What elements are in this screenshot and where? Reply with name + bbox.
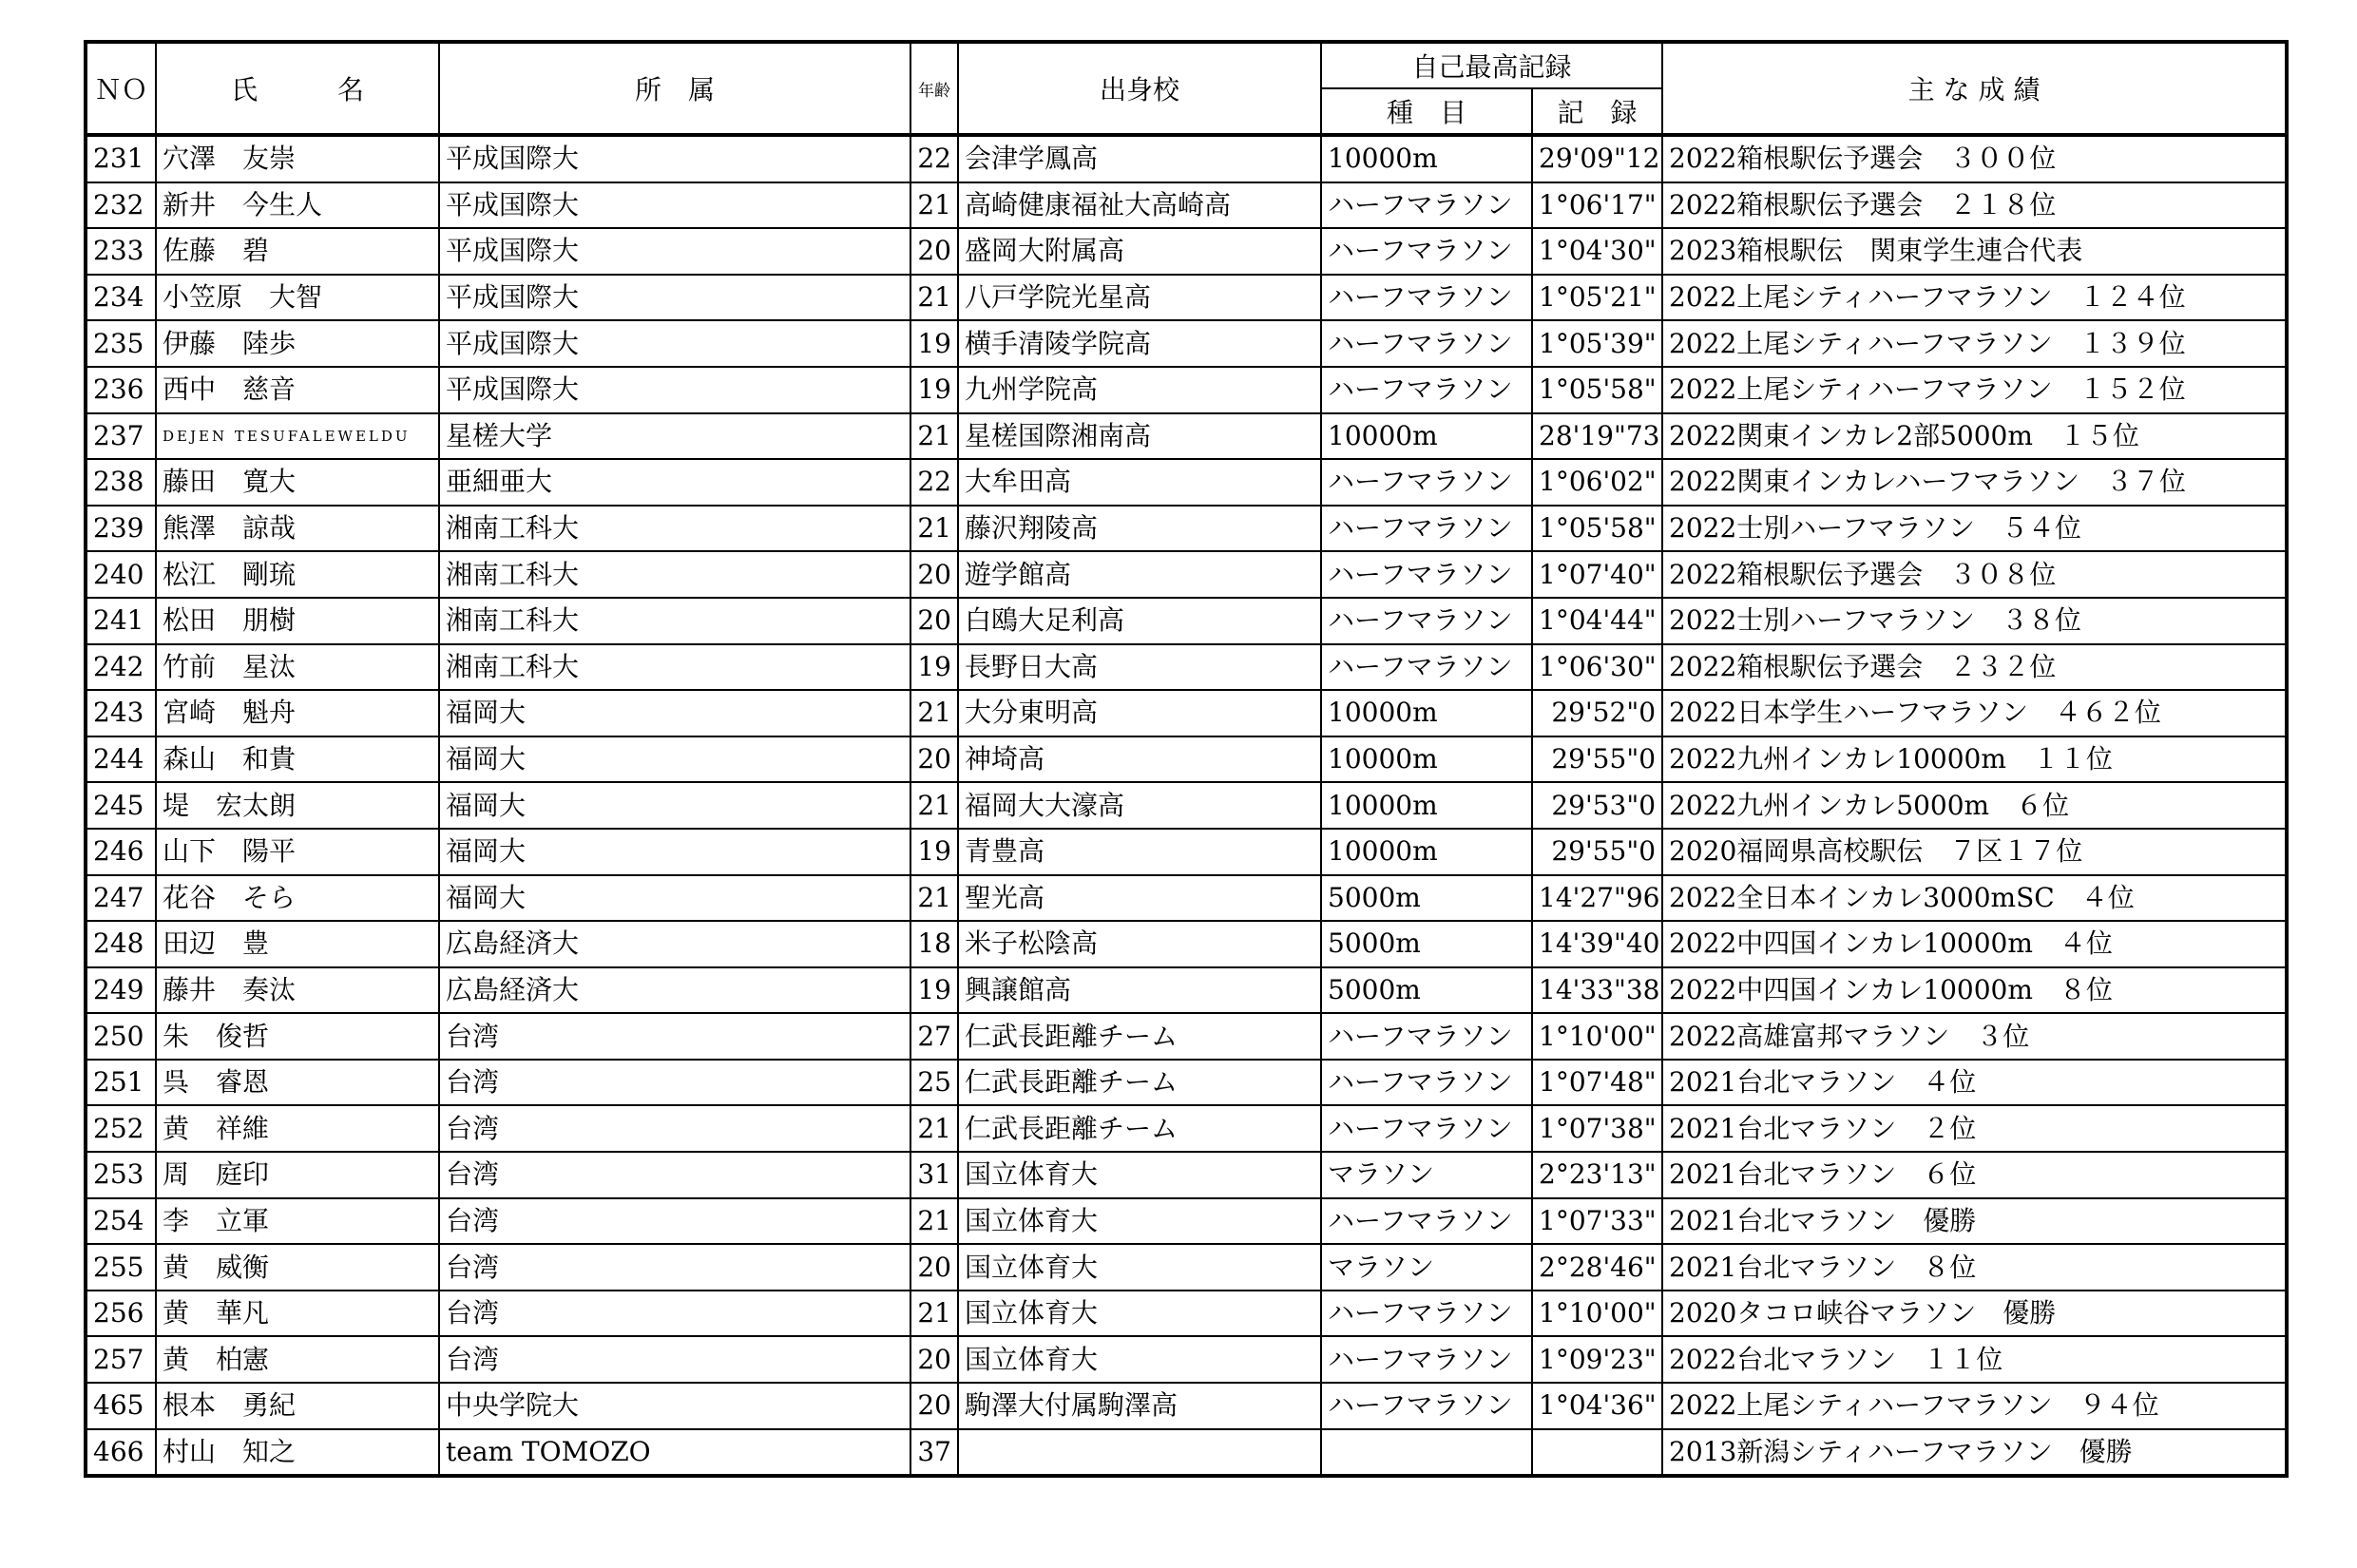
cell-name: 竹前 星汰	[156, 644, 439, 691]
cell-no: 252	[86, 1105, 156, 1152]
cell-no: 249	[86, 967, 156, 1014]
cell-result: 2022日本学生ハーフマラソン ４６２位	[1662, 690, 2287, 736]
header-age: 年齢	[910, 42, 958, 135]
cell-result: 2023箱根駅伝 関東学生連合代表	[1662, 228, 2287, 275]
table-row	[86, 690, 2287, 736]
cell-name: 小笠原 大智	[156, 275, 439, 321]
cell-no: 241	[86, 598, 156, 644]
cell-no: 231	[86, 135, 156, 182]
cell-name: 新井 今生人	[156, 182, 439, 229]
cell-name: 黄 威衡	[156, 1244, 439, 1291]
cell-school: 藤沢翔陵高	[958, 506, 1321, 552]
cell-name: 村山 知之	[156, 1429, 439, 1477]
table-row	[86, 228, 2287, 275]
table-row	[86, 875, 2287, 922]
cell-result: 2021台北マラソン 優勝	[1662, 1198, 2287, 1245]
cell-name: DEJEN TESUFALEWELDU	[156, 413, 439, 460]
cell-affiliation: 平成国際大	[439, 275, 910, 321]
cell-affiliation: 台湾	[439, 1244, 910, 1291]
cell-record: 1°05'39"	[1532, 320, 1662, 367]
cell-no: 236	[86, 367, 156, 413]
cell-school: 仁武長距離チーム	[958, 1060, 1321, 1106]
cell-affiliation: 福岡大	[439, 736, 910, 783]
cell-event: ハーフマラソン	[1321, 551, 1532, 598]
table-row	[86, 1291, 2287, 1337]
cell-no: 233	[86, 228, 156, 275]
cell-event: ハーフマラソン	[1321, 182, 1532, 229]
cell-name: 伊藤 陸歩	[156, 320, 439, 367]
cell-event: ハーフマラソン	[1321, 1060, 1532, 1106]
cell-result: 2022台北マラソン １１位	[1662, 1336, 2287, 1383]
cell-affiliation: 台湾	[439, 1198, 910, 1245]
table-row	[86, 1152, 2287, 1198]
cell-no: 245	[86, 782, 156, 829]
cell-result: 2022関東インカレハーフマラソン ３７位	[1662, 459, 2287, 506]
cell-age: 21	[910, 413, 958, 460]
cell-school: 大牟田高	[958, 459, 1321, 506]
cell-no: 243	[86, 690, 156, 736]
cell-affiliation: 台湾	[439, 1291, 910, 1337]
cell-affiliation: 広島経済大	[439, 967, 910, 1014]
cell-result: 2022士別ハーフマラソン ３８位	[1662, 598, 2287, 644]
cell-school: 国立体育大	[958, 1152, 1321, 1198]
cell-record: 1°10'00"	[1532, 1013, 1662, 1060]
cell-school: 盛岡大附属高	[958, 228, 1321, 275]
cell-age: 19	[910, 320, 958, 367]
table-row	[86, 782, 2287, 829]
cell-no: 242	[86, 644, 156, 691]
cell-affiliation: 台湾	[439, 1336, 910, 1383]
cell-age: 19	[910, 367, 958, 413]
cell-school: 国立体育大	[958, 1291, 1321, 1337]
cell-record: 29'52"0	[1532, 690, 1662, 736]
cell-record: 29'09"12	[1532, 135, 1662, 182]
cell-record: 14'33"38	[1532, 967, 1662, 1014]
cell-school: 白鴎大足利高	[958, 598, 1321, 644]
cell-no: 238	[86, 459, 156, 506]
cell-no: 246	[86, 829, 156, 875]
cell-no: 234	[86, 275, 156, 321]
cell-event: ハーフマラソン	[1321, 275, 1532, 321]
cell-event: 10000m	[1321, 135, 1532, 182]
cell-name: 周 庭印	[156, 1152, 439, 1198]
table-row	[86, 1336, 2287, 1383]
cell-age: 20	[910, 598, 958, 644]
cell-result: 2022箱根駅伝予選会 ３０８位	[1662, 551, 2287, 598]
header-record: 記 録	[1532, 88, 1662, 135]
cell-event: 10000m	[1321, 413, 1532, 460]
header-affiliation: 所 属	[439, 42, 910, 135]
cell-age: 19	[910, 829, 958, 875]
table-row	[86, 1429, 2287, 1477]
cell-school: 福岡大大濠高	[958, 782, 1321, 829]
cell-name: 藤田 寛大	[156, 459, 439, 506]
cell-result: 2022箱根駅伝予選会 ３００位	[1662, 135, 2287, 182]
cell-event: ハーフマラソン	[1321, 598, 1532, 644]
cell-name: 藤井 奏汰	[156, 967, 439, 1014]
cell-name: 黄 柏憲	[156, 1336, 439, 1383]
cell-no: 255	[86, 1244, 156, 1291]
cell-name: 佐藤 碧	[156, 228, 439, 275]
cell-affiliation: 中央学院大	[439, 1383, 910, 1429]
header-no: ＮＯ	[86, 42, 156, 135]
cell-record: 29'55"0	[1532, 829, 1662, 875]
cell-affiliation: 亜細亜大	[439, 459, 910, 506]
cell-name: 熊澤 諒哉	[156, 506, 439, 552]
cell-event: ハーフマラソン	[1321, 1336, 1532, 1383]
cell-school: 聖光高	[958, 875, 1321, 922]
header-results: 主 な 成 績	[1662, 42, 2287, 135]
cell-school: 仁武長距離チーム	[958, 1105, 1321, 1152]
cell-age: 22	[910, 459, 958, 506]
cell-record: 1°05'21"	[1532, 275, 1662, 321]
cell-age: 21	[910, 1198, 958, 1245]
cell-record: 14'39"40	[1532, 921, 1662, 967]
cell-name: 根本 勇紀	[156, 1383, 439, 1429]
cell-name: 宮崎 魁舟	[156, 690, 439, 736]
cell-affiliation: 福岡大	[439, 829, 910, 875]
table-row	[86, 182, 2287, 229]
cell-no: 254	[86, 1198, 156, 1245]
cell-no: 257	[86, 1336, 156, 1383]
cell-result: 2022上尾シティハーフマラソン １３９位	[1662, 320, 2287, 367]
cell-event	[1321, 1429, 1532, 1477]
cell-result: 2022九州インカレ10000m １１位	[1662, 736, 2287, 783]
cell-event: ハーフマラソン	[1321, 1291, 1532, 1337]
table-row	[86, 367, 2287, 413]
table-row	[86, 1060, 2287, 1106]
entry-list-table	[84, 40, 2289, 1478]
cell-school: 国立体育大	[958, 1336, 1321, 1383]
cell-record: 1°07'40"	[1532, 551, 1662, 598]
cell-affiliation: 広島経済大	[439, 921, 910, 967]
cell-age: 21	[910, 182, 958, 229]
cell-age: 20	[910, 1244, 958, 1291]
cell-event: マラソン	[1321, 1152, 1532, 1198]
cell-affiliation: 平成国際大	[439, 135, 910, 182]
cell-name: 西中 慈音	[156, 367, 439, 413]
cell-record: 1°10'00"	[1532, 1291, 1662, 1337]
cell-result: 2022関東インカレ2部5000m １５位	[1662, 413, 2287, 460]
cell-school: 国立体育大	[958, 1198, 1321, 1245]
cell-record: 1°07'33"	[1532, 1198, 1662, 1245]
cell-record: 29'53"0	[1532, 782, 1662, 829]
cell-school: 横手清陵学院高	[958, 320, 1321, 367]
cell-name: 森山 和貴	[156, 736, 439, 783]
header-school: 出身校	[958, 42, 1321, 135]
cell-result: 2021台北マラソン ６位	[1662, 1152, 2287, 1198]
cell-event: ハーフマラソン	[1321, 1198, 1532, 1245]
cell-affiliation: 福岡大	[439, 875, 910, 922]
cell-no: 251	[86, 1060, 156, 1106]
cell-result: 2022中四国インカレ10000m ４位	[1662, 921, 2287, 967]
cell-age: 20	[910, 1336, 958, 1383]
cell-event: 10000m	[1321, 736, 1532, 783]
cell-school: 青豊高	[958, 829, 1321, 875]
cell-result: 2021台北マラソン ８位	[1662, 1244, 2287, 1291]
cell-school	[958, 1429, 1321, 1477]
cell-age: 18	[910, 921, 958, 967]
cell-record: 1°09'23"	[1532, 1336, 1662, 1383]
cell-record: 1°06'02"	[1532, 459, 1662, 506]
cell-affiliation: 平成国際大	[439, 182, 910, 229]
cell-age: 20	[910, 228, 958, 275]
cell-no: 465	[86, 1383, 156, 1429]
cell-age: 19	[910, 967, 958, 1014]
cell-age: 21	[910, 275, 958, 321]
table-row	[86, 1244, 2287, 1291]
cell-age: 25	[910, 1060, 958, 1106]
table-row	[86, 275, 2287, 321]
cell-record: 1°07'48"	[1532, 1060, 1662, 1106]
cell-school: 国立体育大	[958, 1244, 1321, 1291]
cell-name: 松田 朋樹	[156, 598, 439, 644]
cell-result: 2021台北マラソン ２位	[1662, 1105, 2287, 1152]
cell-age: 21	[910, 506, 958, 552]
cell-age: 21	[910, 1105, 958, 1152]
cell-school: 仁武長距離チーム	[958, 1013, 1321, 1060]
cell-result: 2022高雄富邦マラソン ３位	[1662, 1013, 2287, 1060]
cell-record: 29'55"0	[1532, 736, 1662, 783]
cell-age: 20	[910, 736, 958, 783]
cell-age: 21	[910, 875, 958, 922]
cell-no: 256	[86, 1291, 156, 1337]
cell-result: 2020タコロ峡谷マラソン 優勝	[1662, 1291, 2287, 1337]
cell-name: 穴澤 友崇	[156, 135, 439, 182]
cell-result: 2022上尾シティハーフマラソン ９４位	[1662, 1383, 2287, 1429]
cell-no: 235	[86, 320, 156, 367]
cell-result: 2022九州インカレ5000m ６位	[1662, 782, 2287, 829]
cell-event: 5000m	[1321, 967, 1532, 1014]
cell-school: 長野日大高	[958, 644, 1321, 691]
cell-record: 1°07'38"	[1532, 1105, 1662, 1152]
table-row	[86, 921, 2287, 967]
cell-record: 1°04'30"	[1532, 228, 1662, 275]
table-row	[86, 413, 2287, 460]
cell-no: 244	[86, 736, 156, 783]
cell-event: 5000m	[1321, 921, 1532, 967]
table-row	[86, 967, 2287, 1014]
cell-record: 1°05'58"	[1532, 506, 1662, 552]
cell-name: 黄 祥維	[156, 1105, 439, 1152]
cell-result: 2022全日本インカレ3000mSC ４位	[1662, 875, 2287, 922]
cell-name: 朱 俊哲	[156, 1013, 439, 1060]
cell-affiliation: 福岡大	[439, 690, 910, 736]
table-row	[86, 551, 2287, 598]
cell-school: 会津学鳳高	[958, 135, 1321, 182]
table-row	[86, 736, 2287, 783]
cell-no: 466	[86, 1429, 156, 1477]
table-row	[86, 1013, 2287, 1060]
cell-record: 1°05'58"	[1532, 367, 1662, 413]
cell-record: 2°28'46"	[1532, 1244, 1662, 1291]
cell-school: 神埼高	[958, 736, 1321, 783]
cell-affiliation: 台湾	[439, 1060, 910, 1106]
cell-name: 田辺 豊	[156, 921, 439, 967]
cell-age: 22	[910, 135, 958, 182]
cell-name: 呉 睿恩	[156, 1060, 439, 1106]
cell-event: 10000m	[1321, 829, 1532, 875]
cell-event: ハーフマラソン	[1321, 1383, 1532, 1429]
cell-affiliation: 湘南工科大	[439, 506, 910, 552]
table-row	[86, 1105, 2287, 1152]
table-row	[86, 829, 2287, 875]
cell-age: 21	[910, 782, 958, 829]
cell-age: 21	[910, 1291, 958, 1337]
table-row	[86, 598, 2287, 644]
cell-affiliation: 星槎大学	[439, 413, 910, 460]
cell-school: 星槎国際湘南高	[958, 413, 1321, 460]
cell-name: 李 立軍	[156, 1198, 439, 1245]
cell-affiliation: 湘南工科大	[439, 598, 910, 644]
cell-event: 10000m	[1321, 690, 1532, 736]
cell-record: 14'27"96	[1532, 875, 1662, 922]
cell-name: 山下 陽平	[156, 829, 439, 875]
cell-affiliation: 台湾	[439, 1105, 910, 1152]
table-body	[86, 135, 2287, 1476]
cell-affiliation: team TOMOZO	[439, 1429, 910, 1477]
header-name: 氏 名	[156, 42, 439, 135]
header-event: 種 目	[1321, 88, 1532, 135]
cell-record: 1°04'44"	[1532, 598, 1662, 644]
cell-result: 2021台北マラソン ４位	[1662, 1060, 2287, 1106]
cell-age: 31	[910, 1152, 958, 1198]
cell-age: 19	[910, 644, 958, 691]
cell-affiliation: 平成国際大	[439, 320, 910, 367]
cell-no: 232	[86, 182, 156, 229]
cell-result: 2022上尾シティハーフマラソン １５２位	[1662, 367, 2287, 413]
table-row	[86, 1383, 2287, 1429]
cell-no: 250	[86, 1013, 156, 1060]
cell-event: 10000m	[1321, 782, 1532, 829]
cell-record: 1°06'17"	[1532, 182, 1662, 229]
cell-no: 239	[86, 506, 156, 552]
cell-age: 21	[910, 690, 958, 736]
cell-age: 20	[910, 551, 958, 598]
cell-no: 237	[86, 413, 156, 460]
table-row	[86, 320, 2287, 367]
cell-result: 2022上尾シティハーフマラソン １２４位	[1662, 275, 2287, 321]
cell-result: 2013新潟シティハーフマラソン 優勝	[1662, 1429, 2287, 1477]
cell-school: 遊学館高	[958, 551, 1321, 598]
cell-name: 松江 剛琉	[156, 551, 439, 598]
cell-name: 堤 宏太朗	[156, 782, 439, 829]
cell-event: ハーフマラソン	[1321, 644, 1532, 691]
cell-school: 九州学院高	[958, 367, 1321, 413]
cell-no: 240	[86, 551, 156, 598]
cell-affiliation: 平成国際大	[439, 228, 910, 275]
cell-no: 247	[86, 875, 156, 922]
cell-no: 248	[86, 921, 156, 967]
cell-affiliation: 台湾	[439, 1013, 910, 1060]
cell-result: 2022箱根駅伝予選会 ２３２位	[1662, 644, 2287, 691]
table-header	[86, 42, 2287, 135]
cell-event: ハーフマラソン	[1321, 1105, 1532, 1152]
table-row	[86, 506, 2287, 552]
cell-result: 2022中四国インカレ10000m ８位	[1662, 967, 2287, 1014]
cell-result: 2022箱根駅伝予選会 ２１８位	[1662, 182, 2287, 229]
cell-record	[1532, 1429, 1662, 1477]
table-row	[86, 135, 2287, 182]
cell-school: 駒澤大付属駒澤高	[958, 1383, 1321, 1429]
cell-age: 20	[910, 1383, 958, 1429]
cell-record: 2°23'13"	[1532, 1152, 1662, 1198]
cell-school: 興譲館高	[958, 967, 1321, 1014]
cell-name: 黄 華凡	[156, 1291, 439, 1337]
cell-name: 花谷 そら	[156, 875, 439, 922]
cell-school: 高崎健康福祉大高崎高	[958, 182, 1321, 229]
table-row	[86, 644, 2287, 691]
cell-record: 1°06'30"	[1532, 644, 1662, 691]
cell-event: ハーフマラソン	[1321, 228, 1532, 275]
cell-school: 八戸学院光星高	[958, 275, 1321, 321]
cell-school: 米子松陰高	[958, 921, 1321, 967]
cell-record: 1°04'36"	[1532, 1383, 1662, 1429]
cell-event: マラソン	[1321, 1244, 1532, 1291]
cell-event: ハーフマラソン	[1321, 1013, 1532, 1060]
cell-age: 37	[910, 1429, 958, 1477]
cell-event: ハーフマラソン	[1321, 320, 1532, 367]
table-row	[86, 1198, 2287, 1245]
cell-affiliation: 湘南工科大	[439, 644, 910, 691]
cell-event: ハーフマラソン	[1321, 459, 1532, 506]
cell-event: ハーフマラソン	[1321, 506, 1532, 552]
cell-record: 28'19"73	[1532, 413, 1662, 460]
cell-result: 2020福岡県高校駅伝 ７区１７位	[1662, 829, 2287, 875]
cell-school: 大分東明高	[958, 690, 1321, 736]
cell-affiliation: 湘南工科大	[439, 551, 910, 598]
cell-affiliation: 台湾	[439, 1152, 910, 1198]
cell-no: 253	[86, 1152, 156, 1198]
cell-age: 27	[910, 1013, 958, 1060]
cell-affiliation: 福岡大	[439, 782, 910, 829]
cell-event: 5000m	[1321, 875, 1532, 922]
cell-event: ハーフマラソン	[1321, 367, 1532, 413]
cell-affiliation: 平成国際大	[439, 367, 910, 413]
cell-result: 2022士別ハーフマラソン ５４位	[1662, 506, 2287, 552]
table-row	[86, 459, 2287, 506]
header-personal-best: 自己最高記録	[1321, 42, 1662, 88]
